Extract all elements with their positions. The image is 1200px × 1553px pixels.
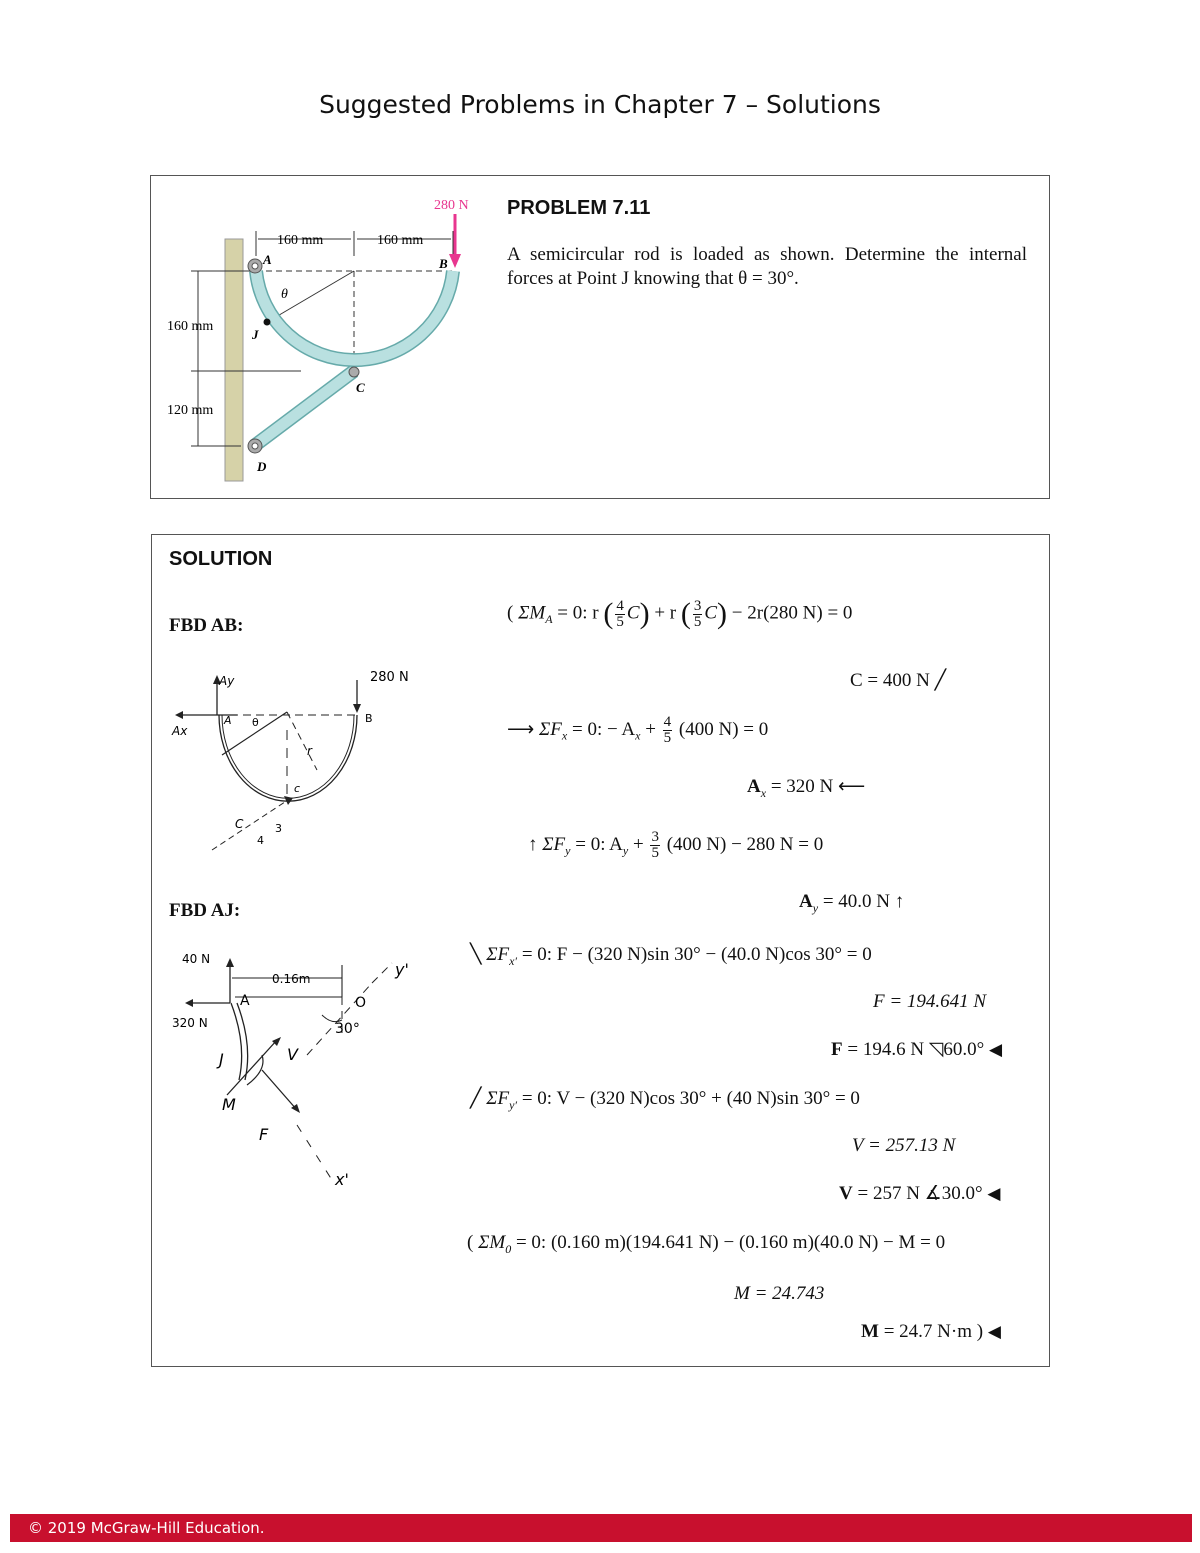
result-f: F = 194.6 N ◹60.0° ◀ (831, 1039, 1003, 1060)
equation-sum-fy: ↑ $\Sigma F_y = 0$: $A_y$ + $\frac{3}{5}$ (400 N) − 280 N = 0 (528, 829, 824, 861)
svg-text:C: C (356, 380, 365, 395)
fbd-ab-sketch (167, 660, 457, 860)
svg-text:A: A (263, 252, 272, 267)
result-ax: $A_x = 320$ N ⟵ (747, 776, 866, 800)
result-m: M = 24.7 N·m ) ◀ (861, 1321, 1001, 1342)
wall (225, 239, 243, 481)
svg-text:y': y' (395, 960, 409, 979)
result-v-value: V = 257.13 N (852, 1135, 956, 1156)
svg-text:B: B (365, 712, 373, 725)
problem-figure (151, 176, 491, 496)
svg-text:J: J (252, 327, 259, 342)
svg-text:160 mm: 160 mm (377, 233, 424, 248)
svg-text:M: M (222, 1095, 236, 1114)
result-ay: $A_y = 40.0$ N ↑ (799, 891, 905, 915)
result-c: C = 400 N ╱ (850, 670, 947, 691)
svg-text:320 N: 320 N (172, 1016, 208, 1030)
fbd-aj-sketch (167, 945, 457, 1195)
copyright-text: © 2019 McGraw-Hill Education. (28, 1519, 265, 1537)
svg-text:A: A (240, 993, 250, 1009)
problem-box (150, 175, 1050, 499)
load-label: 280 N (434, 198, 469, 213)
svg-text:30°: 30° (335, 1021, 360, 1037)
svg-text:r: r (307, 744, 312, 758)
svg-text:120 mm: 120 mm (167, 403, 214, 418)
svg-text:160 mm: 160 mm (167, 319, 214, 334)
problem-heading: PROBLEM 7.11 (507, 197, 651, 219)
svg-text:θ: θ (281, 287, 288, 302)
svg-text:4: 4 (257, 834, 264, 847)
svg-text:Ax: Ax (172, 724, 188, 738)
fbd-ab-label: FBD AB: (169, 615, 244, 636)
svg-text:Ay: Ay (219, 674, 235, 688)
result-f-value: F = 194.641 N (873, 991, 987, 1012)
svg-text:3: 3 (275, 822, 282, 835)
equation-moment-a: ( $\Sigma M_A = 0$: r ( $\frac{4}{5}$ C) + r ( $\frac{3}{5}$ C) − 2r(280 N) = 0 (507, 597, 853, 630)
svg-text:J: J (219, 1050, 224, 1069)
svg-text:0.16m: 0.16m (272, 972, 311, 986)
svg-text:D: D (257, 459, 267, 474)
svg-text:C: C (235, 817, 244, 831)
svg-text:A: A (224, 714, 232, 727)
svg-text:θ: θ (252, 716, 259, 729)
page-title: Suggested Problems in Chapter 7 – Solutions (319, 90, 881, 119)
svg-text:x': x' (335, 1170, 349, 1189)
equation-sum-fy-prime: ╱ $\Sigma F_{y'} = 0$: V − (320 N)cos 30° + (40 N)sin 30° = 0 (470, 1088, 860, 1112)
svg-text:O: O (355, 995, 367, 1011)
svg-text:F: F (259, 1125, 269, 1144)
solution-heading: SOLUTION (169, 548, 273, 570)
svg-text:c: c (294, 782, 301, 795)
equation-sum-fx-prime: ╲ $\Sigma F_{x'} = 0$: F − (320 N)sin 30° − (40.0 N)cos 30° = 0 (470, 944, 872, 968)
footer-bar (10, 1514, 1192, 1542)
svg-text:V: V (287, 1045, 298, 1064)
equation-moment-o: ( $\Sigma M_0 = 0$: (0.160 m)(194.641 N) − (0.160 m)(40.0 N) − M = 0 (467, 1232, 946, 1256)
solution-box (151, 534, 1050, 1367)
result-v: V = 257 N ∡30.0° ◀ (839, 1183, 1001, 1204)
svg-text:160 mm: 160 mm (277, 233, 324, 248)
svg-text:B: B (439, 256, 448, 271)
equation-sum-fx: ⟶ $\Sigma F_x = 0$: − $A_x$ + $\frac{4}{5}$ (400 N) = 0 (507, 714, 769, 746)
svg-text:40 N: 40 N (182, 952, 211, 966)
svg-text:280 N: 280 N (370, 670, 409, 685)
problem-text: A semicircular rod is loaded as shown. Determine the internal forces at Point J knowing that θ = 30°. (507, 244, 1027, 289)
result-m-value: M = 24.743 (734, 1283, 825, 1304)
fbd-aj-label: FBD AJ: (169, 900, 241, 921)
